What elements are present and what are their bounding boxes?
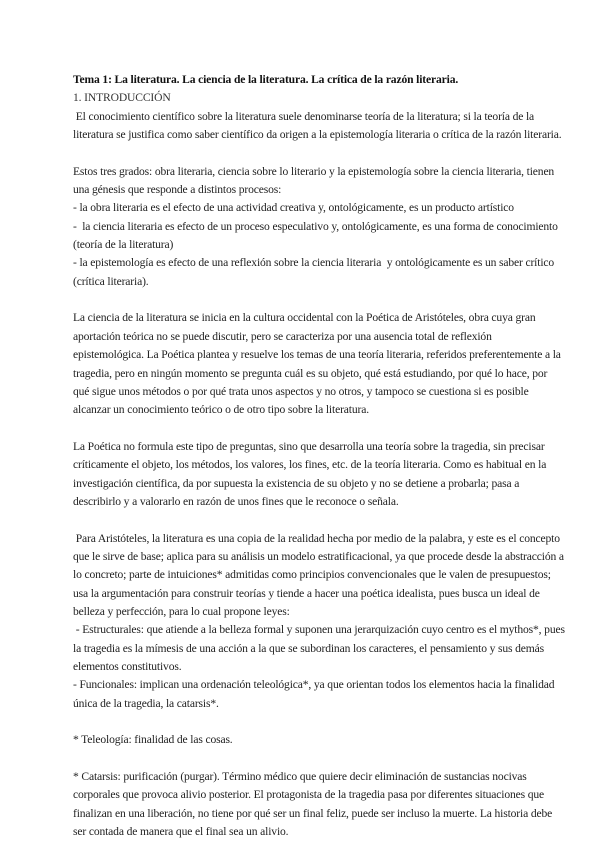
text-line: usa la argumentación para construir teorías y tiende a hacer una poética idealista, pues busca un ideal de [73, 586, 540, 600]
text-line: que le sirve de base; aplica para su análisis un modelo estratificacional, ya que procede desde la abstracción a [73, 549, 564, 563]
paragraph-spacer [73, 291, 543, 309]
paragraph [73, 309, 561, 419]
text-line: belleza y perfección, para lo cual propone leyes: [73, 604, 290, 618]
paragraph-spacer [73, 511, 543, 529]
text-line: La ciencia de la literatura se inicia en la cultura occidental con la Poética de Aristóteles, obra cuya gran [73, 311, 536, 325]
text-line: investigación científica, da por supuesta la existencia de su objeto y no se detiene a probarla; pasa a [73, 476, 520, 490]
text-line: críticamente el objeto, los métodos, los valores, los fines, etc. de la teoría literaria. Como es habitual en la [73, 458, 547, 472]
text-line: lo concreto; parte de intuiciones* admitidas como principios convencionales que le valen de presupuestos; [73, 568, 551, 582]
paragraph-spacer [73, 713, 543, 731]
text-line: describirlo y a valorarlo en razón de unos fines que le reconoce o señala. [73, 494, 399, 508]
text-line: qué sigue unos métodos o por qué trata unos aspectos y no otros, y tampoco se cuestiona si es posible [73, 384, 529, 398]
paragraph [73, 731, 543, 749]
text-line: literatura se justifica como saber científico da origen a la epistemología literaria o crítica de la razón literaria. [73, 128, 562, 142]
text-line: (teoría de la literatura) [73, 238, 174, 252]
paragraph [73, 163, 558, 291]
paragraph [73, 768, 553, 841]
text-line: única de la tragedia, la catarsis*. [73, 696, 219, 710]
document-page [73, 71, 565, 841]
paragraph [73, 530, 565, 713]
text-line: * Catarsis: purificación (purgar). Término médico que quiere decir eliminación de sustancias nocivas [73, 770, 527, 784]
text-line: finalizan en una liberación, no tiene por qué ser un final feliz, puede ser incluso la muerte. La historia debe [73, 806, 553, 820]
paragraph [73, 438, 547, 511]
text-line: alcanzar un conocimiento teórico o de otro tipo sobre la literatura. [73, 403, 369, 417]
text-line: ser contada de manera que el final sea un alivio. [73, 825, 289, 839]
text-line: El conocimiento científico sobre la literatura suele denominarse teoría de la literatura; si la teoría de la [73, 109, 535, 123]
paragraph [73, 108, 562, 145]
text-line: La Poética no formula este tipo de preguntas, sino que desarrolla una teoría sobre la tragedia, sin precisar [73, 439, 545, 453]
text-line: (crítica literaria). [73, 274, 149, 288]
text-line: - la epistemología es efecto de una reflexión sobre la ciencia literaria y ontológicamente es un saber crítico [73, 256, 555, 270]
text-line: una génesis que responde a distintos procesos: [73, 183, 282, 197]
text-line: Para Aristóteles, la literatura es una copia de la realidad hecha por medio de la palabra, y este es el concepto [73, 531, 560, 545]
text-line: - la ciencia literaria es efecto de un proceso especulativo y, ontológicamente, es una forma de conocimiento [73, 219, 558, 233]
section-heading: 1. INTRODUCCIÓN [73, 91, 171, 105]
text-line: - Estructurales: que atiende a la belleza formal y suponen una jerarquización cuyo centro es el mythos*, pues [73, 623, 565, 637]
text-line: corporales que provoca alivio posterior. El protagonista de la tragedia pasa por diferentes situaciones que [73, 788, 545, 802]
text-line: * Teleología: finalidad de las cosas. [73, 733, 233, 747]
text-line: epistemológica. La Poética plantea y resuelve los temas de una teoría literaria, referidos preferentemente a la [73, 348, 561, 362]
text-line: - Funcionales: implican una ordenación teleológica*, ya que orientan todos los elementos hacia la finalidad [73, 678, 555, 692]
text-line: aportación teórica no se puede discutir, pero se caracteriza por una ausencia total de reflexión [73, 329, 492, 343]
text-line: Estos tres grados: obra literaria, ciencia sobre lo literario y la epistemología sobre la ciencia literaria, tienen [73, 164, 555, 178]
text-line: - la obra literaria es el efecto de una actividad creativa y, ontológicamente, es un producto artístico [73, 201, 514, 215]
paragraph-spacer [73, 420, 543, 438]
text-line: tragedia, pero en ningún momento se pregunta cuál es su objeto, qué está estudiando, por qué lo hace, por [73, 366, 548, 380]
document-title: Tema 1: La literatura. La ciencia de la literatura. La crítica de la razón literaria. [73, 73, 459, 86]
paragraph-spacer [73, 144, 543, 162]
text-line: la tragedia es la mímesis de una acción a la que se subordinan los caracteres, el pensamiento y sus demás [73, 641, 545, 655]
text-line: elementos constitutivos. [73, 660, 182, 673]
paragraph-spacer [73, 750, 543, 768]
document-body [73, 108, 565, 842]
